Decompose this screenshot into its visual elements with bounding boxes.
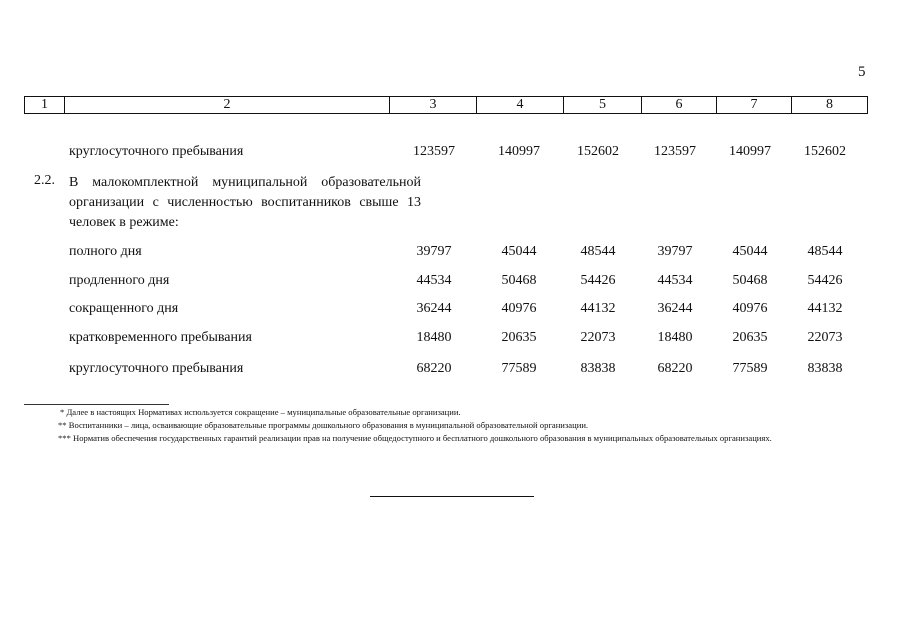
value-col-8: 48544 <box>807 244 843 259</box>
column-header-1: 1 <box>25 97 65 113</box>
value-col-5: 83838 <box>580 361 616 376</box>
table-row <box>0 330 905 350</box>
footnote-separator <box>24 404 169 405</box>
row-label: круглосуточного пребывания <box>69 144 244 159</box>
value-col-5: 152602 <box>577 144 619 159</box>
value-col-5: 44132 <box>580 301 616 316</box>
value-col-8: 54426 <box>807 273 843 288</box>
value-col-8: 44132 <box>807 301 843 316</box>
value-col-7: 45044 <box>732 244 768 259</box>
value-col-8: 83838 <box>807 361 843 376</box>
value-col-4: 40976 <box>501 301 537 316</box>
value-col-3: 39797 <box>416 244 452 259</box>
value-col-3: 36244 <box>416 301 452 316</box>
table-row <box>0 361 905 381</box>
value-col-6: 36244 <box>657 301 693 316</box>
column-header-2: 2 <box>65 97 390 113</box>
row-label: продленного дня <box>69 273 170 288</box>
footnote-3: *** Норматив обеспечения государственных гарантий реализации прав на получение общедоступного и бесплатного дошкольного образования в муниципальных образовательных организациях. <box>58 433 772 443</box>
row-label: круглосуточного пребывания <box>69 361 244 376</box>
column-header-7: 7 <box>717 97 792 113</box>
table-row <box>0 244 905 264</box>
table-row <box>0 273 905 293</box>
value-col-7: 40976 <box>732 301 768 316</box>
value-col-6: 39797 <box>657 244 693 259</box>
value-col-7: 140997 <box>729 144 771 159</box>
column-number-header <box>24 96 868 114</box>
value-col-7: 77589 <box>732 361 768 376</box>
value-col-3: 44534 <box>416 273 452 288</box>
column-header-3: 3 <box>390 97 477 113</box>
row-label: кратковременного пребывания <box>69 330 252 345</box>
value-col-4: 50468 <box>501 273 537 288</box>
value-col-8: 152602 <box>804 144 846 159</box>
page-number: 5 <box>858 64 866 80</box>
value-col-5: 54426 <box>580 273 616 288</box>
column-header-4: 4 <box>477 97 564 113</box>
value-col-6: 44534 <box>657 273 693 288</box>
value-col-6: 123597 <box>654 144 696 159</box>
footnote-1: * Далее в настоящих Нормативах используется сокращение – муниципальные образовательные организации. <box>60 407 461 417</box>
row-label: полного дня <box>69 244 142 259</box>
column-header-8: 8 <box>826 97 833 112</box>
value-col-3: 18480 <box>416 330 452 345</box>
value-col-6: 68220 <box>657 361 693 376</box>
row-label: сокращенного дня <box>69 301 179 316</box>
value-col-5: 22073 <box>580 330 616 345</box>
section-number: 2.2. <box>34 173 55 188</box>
value-col-3: 123597 <box>413 144 455 159</box>
value-col-4: 140997 <box>498 144 540 159</box>
value-col-7: 20635 <box>732 330 768 345</box>
value-col-4: 77589 <box>501 361 537 376</box>
value-col-4: 45044 <box>501 244 537 259</box>
value-col-6: 18480 <box>657 330 693 345</box>
value-col-4: 20635 <box>501 330 537 345</box>
column-header-6: 6 <box>642 97 717 113</box>
closing-line <box>370 496 534 497</box>
value-col-5: 48544 <box>580 244 616 259</box>
footnote-2: ** Воспитанники – лица, осваивающие образовательные программы дошкольного образования в муниципальной образовательной организации. <box>58 420 589 430</box>
table-row <box>0 301 905 321</box>
section-heading: В малокомплектной муниципальной образовательной организации с численностью воспитанников свыше 13 человек в режиме: <box>69 175 421 230</box>
table-row <box>0 144 905 164</box>
column-header-5: 5 <box>564 97 642 113</box>
value-col-8: 22073 <box>807 330 843 345</box>
value-col-7: 50468 <box>732 273 768 288</box>
value-col-3: 68220 <box>416 361 452 376</box>
